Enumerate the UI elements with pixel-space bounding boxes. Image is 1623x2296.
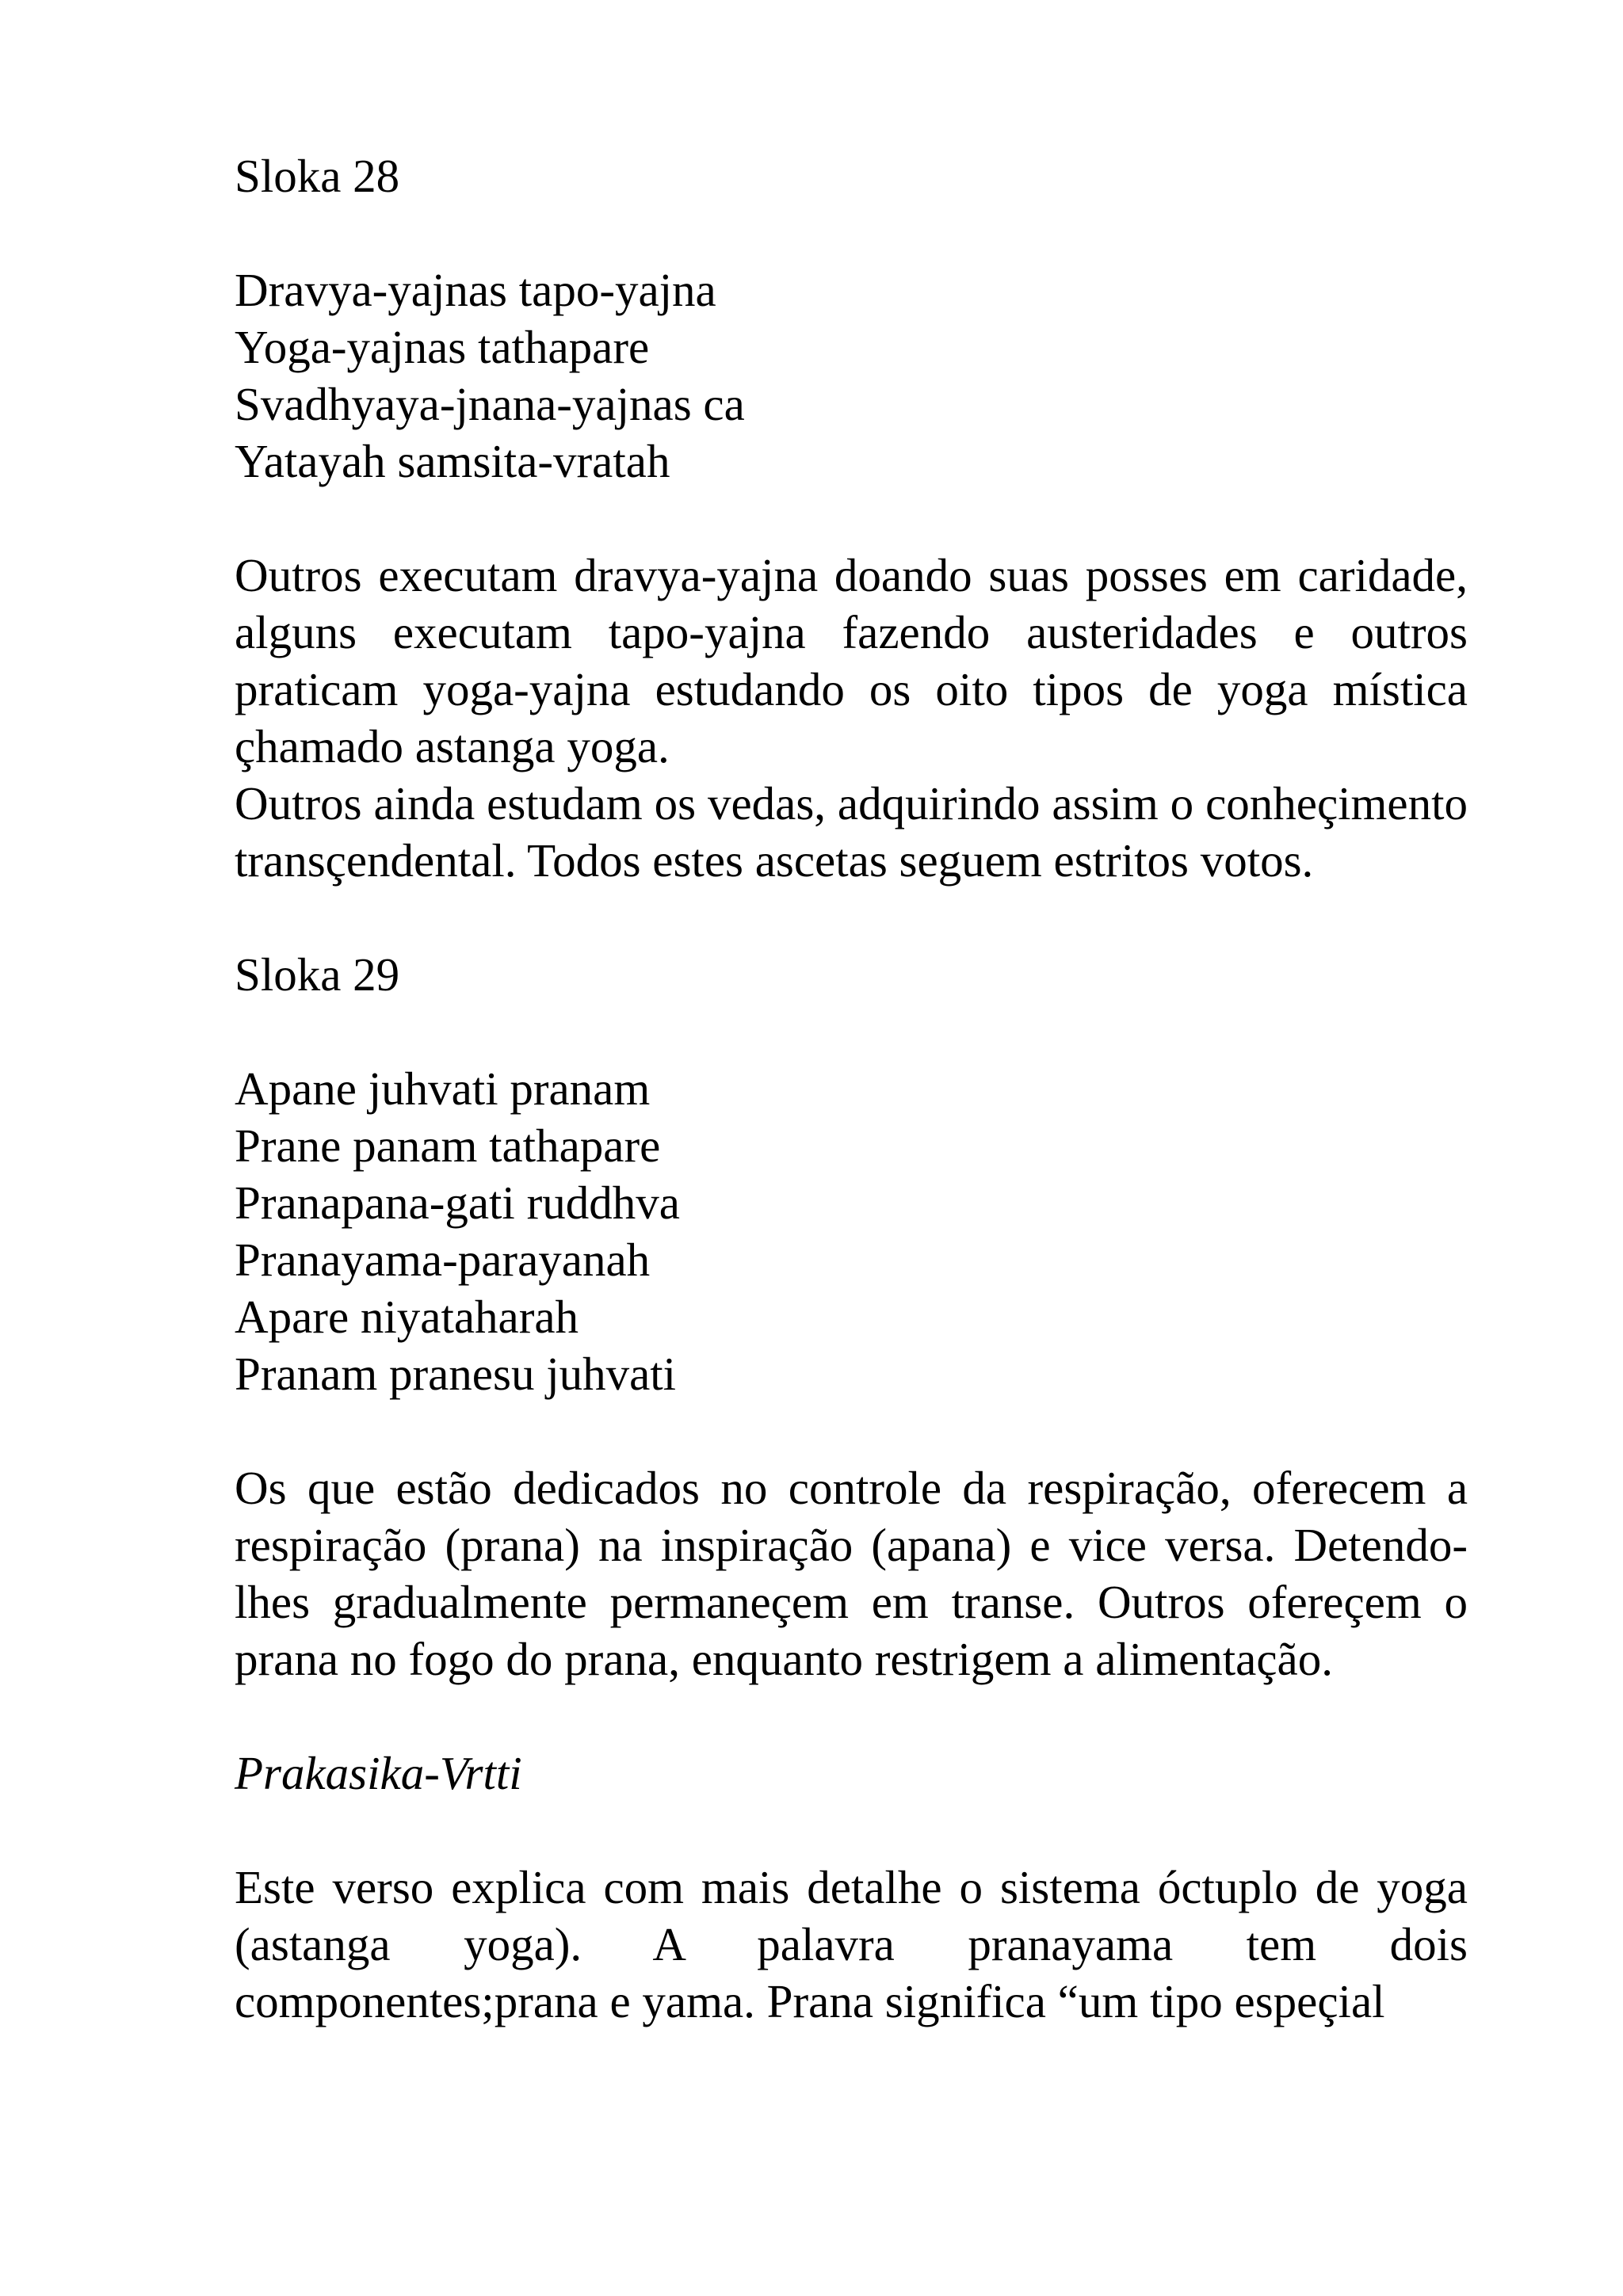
- sloka-28-heading: Sloka 28: [235, 150, 400, 202]
- sloka-28-verse: [235, 261, 1468, 490]
- verse-line: Apare niyataharah: [235, 1291, 579, 1343]
- sloka-28-translation-2: Outros ainda estudam os vedas, adquirindo assim o conheçimento transçendental. Todos estes ascetas seguem estritos votos.: [235, 777, 1468, 887]
- verse-line: Dravya-yajnas tapo-yajna: [235, 264, 716, 316]
- sloka-28-translation-1: Outros executam dravya-yajna doando suas posses em caridade, alguns executam tapo-yajna fazendo austeridades e outros praticam yoga-yajna estudando os oito tipos de yoga mística çhamado astanga yoga.: [235, 549, 1468, 772]
- verse-line: Yatayah samsita-vratah: [235, 435, 670, 487]
- commentary-paragraph: Este verso explica com mais detalhe o sistema óctuplo de yoga (astanga yoga). A palavra pranayama tem dois componentes;prana e yama. Prana significa “um tipo espeçial: [235, 1861, 1468, 2027]
- verse-line: Pranapana-gati ruddhva: [235, 1177, 680, 1229]
- verse-line: Svadhyaya-jnana-yajnas ca: [235, 378, 745, 430]
- verse-line: Pranayama-parayanah: [235, 1234, 651, 1286]
- verse-line: Pranam pranesu juhvati: [235, 1348, 677, 1400]
- sloka-29-verse: [235, 1060, 1468, 1402]
- verse-line: Apane juhvati pranam: [235, 1062, 651, 1115]
- verse-line: Yoga-yajnas tathapare: [235, 321, 650, 373]
- document-page: [235, 147, 1468, 2030]
- sloka-29-heading: Sloka 29: [235, 948, 400, 1001]
- verse-line: Prane panam tathapare: [235, 1119, 661, 1172]
- sloka-29-translation: Os que estão dedicados no controle da respiração, oferecem a respiração (prana) na inspiração (apana) e vice versa. Detendo-lhes gradualmente permaneçem em transe. Outros ofereçem o prana no fogo do prana, enquanto restrigem a alimentação.: [235, 1462, 1468, 1685]
- commentary-title: Prakasika-Vrtti: [235, 1747, 522, 1799]
